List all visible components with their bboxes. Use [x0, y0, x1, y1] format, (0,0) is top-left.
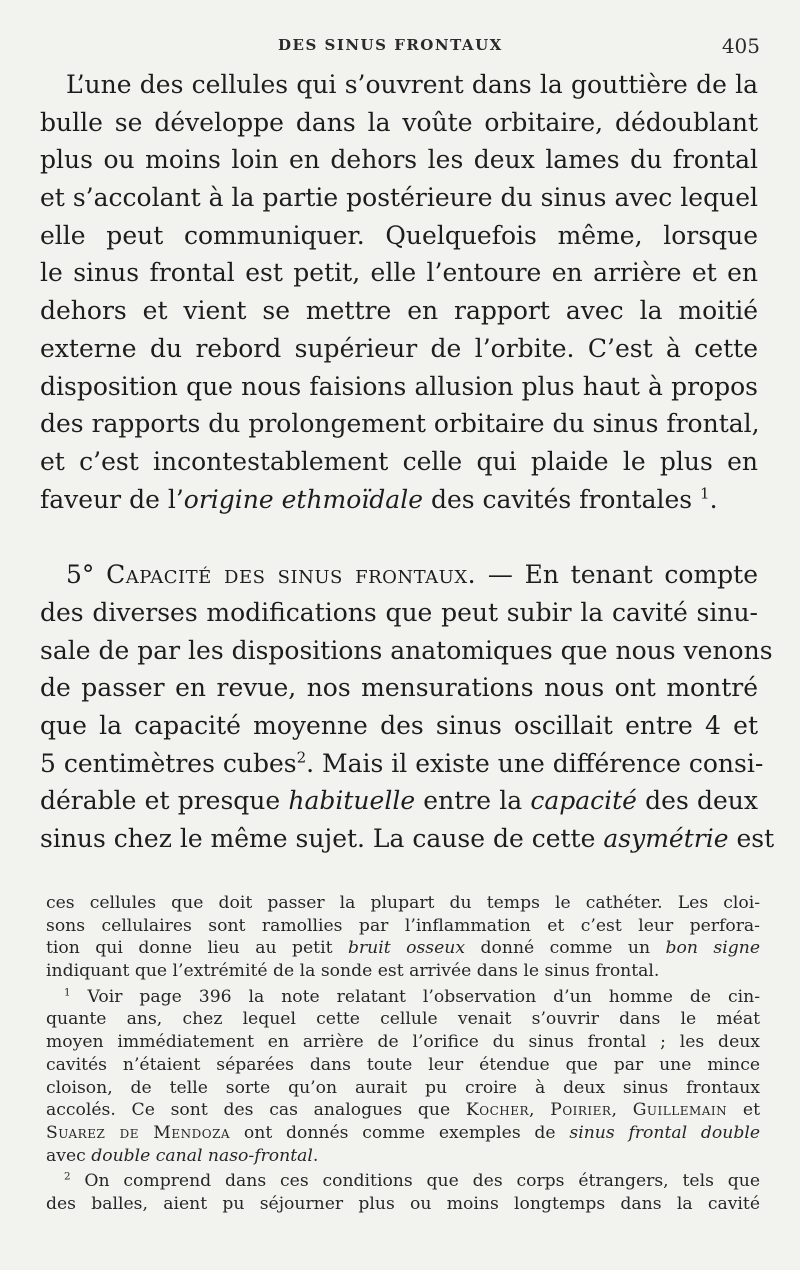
author-name: Poirier: [550, 1100, 612, 1121]
footnote-line: quante ans, chez lequel cette cellule venait s’ouvrir dans le méat: [46, 1009, 760, 1030]
footnote-line: cavités n’étaient séparées dans toute leur étendue que par une mince: [46, 1054, 760, 1075]
footnotes: [46, 892, 760, 1216]
section-heading: Capacité des sinus frontaux.: [106, 560, 477, 590]
italic-term: origine ethmoïdale: [183, 484, 423, 514]
author-name: Suarez de Mendoza: [46, 1122, 231, 1143]
running-head: DES SINUS FRONTAUX: [278, 36, 503, 54]
para1-line: dehors et vient se mettre en rapport avec la moitié: [40, 296, 758, 326]
footnote-2: $^2$ On comprend dans ces conditions que des corps étrangers, tels que: [64, 1170, 760, 1192]
italic-term: habituelle: [288, 786, 416, 816]
para2-line: sinus chez le même sujet. La cause de cette asymétrie est: [40, 824, 775, 854]
para1-line: des rapports du prolongement orbitaire du sinus frontal,: [40, 409, 760, 439]
footnote-line: ces cellules que doit passer la plupart du temps le cathéter. Les cloi-: [46, 893, 760, 913]
author-name: Kocher: [465, 1100, 530, 1121]
italic-term: capacité: [530, 786, 637, 816]
para1-line: L’une des cellules qui s’ouvrent dans la gouttière de la: [66, 70, 758, 99]
footnote-ref: 2: [296, 748, 307, 767]
footnote-line: Suarez de Mendoza ont donnés comme exemples de sinus frontal double: [46, 1122, 760, 1143]
para1-last-line: faveur de l’origine ethmoïdale des cavités frontales $^1$.: [40, 484, 718, 514]
para1-line: elle peut communiquer. Quelquefois même, lorsque: [40, 220, 758, 250]
footnote-line: avec double canal naso-frontal.: [46, 1145, 319, 1166]
page-header: [40, 36, 770, 60]
main-text: [40, 66, 775, 858]
para2-line: de passer en revue, nos mensurations nous ont montré: [40, 673, 758, 703]
para2-line: sale de par les dispositions anatomiques que nous venons: [40, 635, 773, 665]
footnote-marker: 2: [64, 1170, 71, 1183]
page-number: 405: [721, 34, 760, 58]
footnote-line: tion qui donne lieu au petit bruit osseux donné comme un bon signe: [46, 938, 760, 959]
author-name: Guillemain: [632, 1100, 728, 1121]
footnote-marker: 1: [64, 986, 71, 999]
para2-line: que la capacité moyenne des sinus oscillait entre 4 et: [40, 711, 758, 740]
para1-line: plus ou moins loin en dehors les deux lames du frontal: [40, 145, 758, 175]
section-heading-line: 5° Capacité des sinus frontaux. — En tenant compte: [66, 560, 758, 590]
footnote-line: sons cellulaires sont ramollies par l’inflammation et c’est leur perfora-: [46, 915, 760, 936]
para1-line: bulle se développe dans la voûte orbitaire, dédoublant: [40, 107, 758, 137]
footnote-line: moyen immédiatement en arrière de l’orifice du sinus frontal ; les deux: [46, 1032, 760, 1053]
para1-line: disposition que nous faisions allusion plus haut à propos: [40, 371, 758, 401]
para2-line: 5 centimètres cubes$^2$. Mais il existe une différence consi-: [40, 748, 764, 778]
para2-line: des diverses modifications que peut subir la cavité sinu-: [40, 597, 758, 627]
para2-line: dérable et presque habituelle entre la capacité des deux: [40, 786, 758, 816]
footnote-line: cloison, de telle sorte qu’on aurait pu croire à deux sinus frontaux: [46, 1077, 760, 1098]
italic-term: asymétrie: [603, 824, 729, 854]
para1-line: et c’est incontestablement celle qui plaide le plus en: [40, 446, 758, 476]
footnote-line: des balles, aient pu séjourner plus ou moins longtemps dans la cavité: [46, 1193, 760, 1214]
section-number: 5°: [66, 560, 107, 590]
para1-line: externe du rebord supérieur de l’orbite. C’est à cette: [40, 333, 758, 363]
footnote-ref: 1: [700, 484, 710, 503]
footnote-line: indiquant que l’extrémité de la sonde est arrivée dans le sinus frontal.: [46, 961, 660, 982]
para1-line: le sinus frontal est petit, elle l’entoure en arrière et en: [40, 258, 758, 288]
para1-line: et s’accolant à la partie postérieure du sinus avec lequel: [40, 183, 758, 213]
footnote-line: accolés. Ce sont des cas analogues que Kocher, Poirier, Guillemain et: [46, 1100, 760, 1121]
footnote-1: $^1$ Voir page 396 la note relatant l’observation d’un homme de cin-: [64, 986, 760, 1007]
